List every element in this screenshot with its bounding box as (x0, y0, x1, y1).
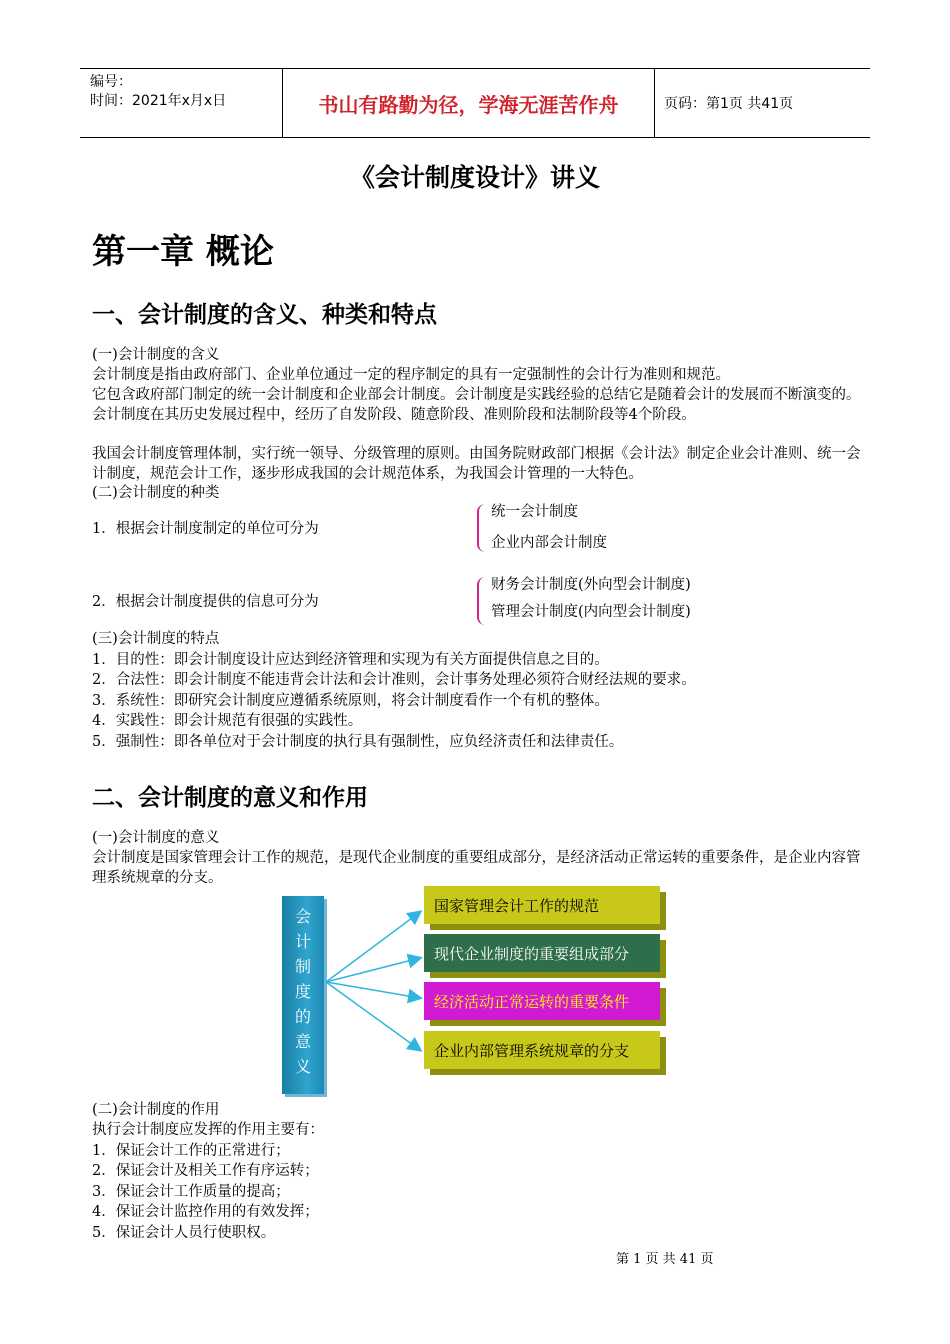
diagram-box (424, 934, 660, 972)
number-label: 编号： (90, 74, 132, 90)
kind1-option: 统一会计制度 (491, 504, 578, 520)
diagram-char: 义 (294, 1057, 311, 1076)
feature-item: 5．强制性：即各单位对于会计制度的执行具有强制性，应负经济责任和法律责任。 (92, 734, 624, 750)
section1-paragraph: 会计制度是指由政府部门、企业单位通过一定的程序制定的具有一定强制性的会计行为准则和规范。 (92, 367, 730, 383)
feature-item: 4．实践性：即会计规范有很强的实践性。 (92, 713, 363, 729)
time-label: 时间：2021年x月x日 (90, 93, 227, 109)
diagram-box-label: 企业内部管理系统规章的分支 (434, 1041, 630, 1060)
diagram-box-label: 现代企业制度的重要组成部分 (434, 944, 630, 963)
arrow-line (326, 958, 420, 982)
kind1-option: 企业内部会计制度 (491, 535, 607, 551)
diagram-box (424, 1031, 660, 1069)
kind2-label: 2．根据会计制度提供的信息可分为 (92, 594, 319, 610)
diagram-char: 度 (294, 982, 311, 1001)
section1-heading: 一、会计制度的含义、种类和特点 (92, 302, 437, 328)
document-title: 《会计制度设计》讲义 (349, 163, 600, 192)
diagram-char: 制 (294, 957, 311, 976)
feature-item: 1．目的性：即会计制度设计应达到经济管理和实现为有关方面提供信息之目的。 (92, 652, 609, 668)
diagram-char: 的 (294, 1007, 311, 1026)
feature-item: 3．系统性：即研究会计制度应遵循系统原则，将会计制度看作一个有机的整体。 (92, 693, 609, 709)
role-item: 4．保证会计监控作用的有效发挥； (92, 1204, 319, 1220)
kind2-option: 管理会计制度(内向型会计制度) (491, 604, 691, 620)
kind1-label: 1．根据会计制度制定的单位可分为 (92, 521, 319, 537)
arrow-line (326, 982, 420, 1050)
role-item: 3．保证会计工作质量的提高； (92, 1184, 290, 1200)
section1-sub3-title: (三)会计制度的特点 (92, 631, 220, 647)
feature-item: 2．合法性：即会计制度不能违背会计法和会计准则，会计事务处理必须符合财经法规的要求。 (92, 672, 696, 688)
chapter-heading: 第一章 概论 (92, 232, 274, 272)
section1-sub1-title: (一)会计制度的含义 (92, 347, 220, 363)
section1-sub2-title: (二)会计制度的种类 (92, 485, 220, 501)
section2-sub2-intro: 执行会计制度应发挥的作用主要有： (92, 1122, 324, 1138)
section2-sub2-title: (二)会计制度的作用 (92, 1102, 220, 1118)
diagram-box (424, 886, 660, 924)
diagram-box-label: 经济活动正常运转的重要条件 (434, 992, 630, 1011)
page-footer: 第 1 页 共 41 页 (616, 1252, 714, 1267)
arrow-line (326, 982, 420, 998)
role-item: 1．保证会计工作的正常进行； (92, 1143, 290, 1159)
section2-paragraph: 会计制度是国家管理会计工作的规范，是现代企业制度的重要组成部分，是经济活动正常运转的重要条件，是企业内容管理系统规章的分支。 (92, 850, 861, 886)
section2-sub1-title: (一)会计制度的意义 (92, 830, 220, 846)
diagram-char: 会 (294, 907, 311, 926)
section2-heading: 二、会计制度的意义和作用 (92, 785, 368, 811)
diagram-box (424, 982, 660, 1020)
diagram-box-label: 国家管理会计工作的规范 (434, 896, 600, 915)
role-item: 2．保证会计及相关工作有序运转； (92, 1163, 319, 1179)
section1-paragraph: 我国会计制度管理体制，实行统一领导、分级管理的原则。由国务院财政部门根据《会计法》制定企业会计准则、统一会计制度，规范会计工作，逐步形成我国的会计规范体系，为我国会计管理的一大特色。 (92, 446, 861, 482)
section1-paragraph: 它包含政府部门制定的统一会计制度和企业部会计制度。会计制度是实践经验的总结它是随着会计的发展而不断演变的。会计制度在其历史发展过程中，经历了自发阶段、随意阶段、准则阶段和法制阶段等4个阶段。 (92, 387, 861, 423)
diagram-char: 意 (294, 1032, 311, 1051)
kind2-option: 财务会计制度(外向型会计制度) (491, 577, 691, 593)
header-motto: 书山有路勤为径，学海无涯苦作舟 (318, 92, 619, 117)
diagram-char: 计 (294, 932, 311, 951)
arrow-line (326, 912, 420, 982)
header-page-info: 页码：第1页 共41页 (664, 96, 794, 112)
role-item: 5．保证会计人员行使职权。 (92, 1225, 276, 1241)
